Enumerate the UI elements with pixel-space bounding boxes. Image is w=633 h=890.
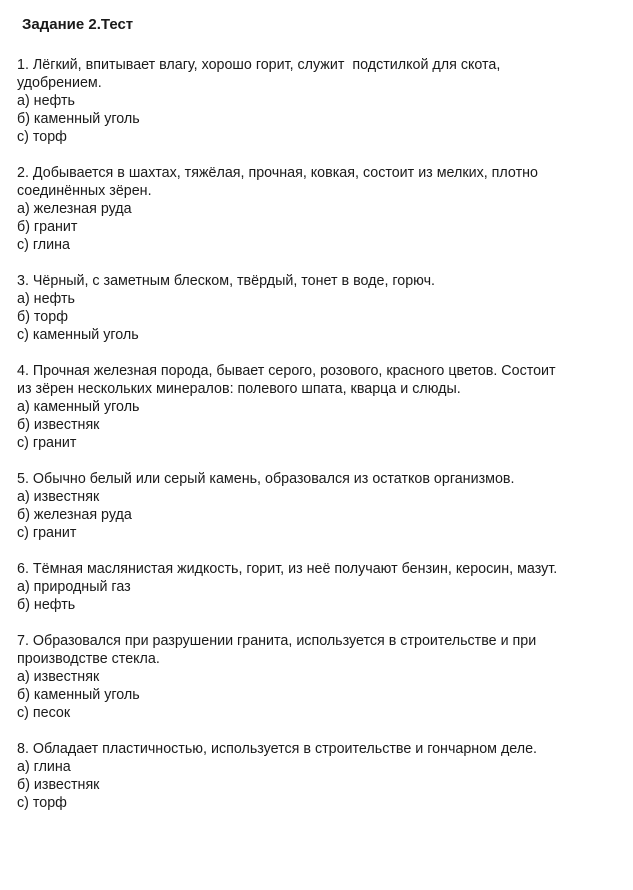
answer-option: б) известняк xyxy=(17,777,100,793)
question-block xyxy=(17,272,617,344)
question-text: 5. Обычно белый или серый камень, образовался из остатков организмов. xyxy=(17,471,515,487)
question-list xyxy=(17,56,617,830)
answer-option: б) железная руда xyxy=(17,507,132,523)
answer-option: б) гранит xyxy=(17,219,78,235)
answer-option: с) глина xyxy=(17,237,70,253)
answer-option: а) нефть xyxy=(17,291,75,307)
question-text: 7. Образовался при разрушении гранита, используется в строительстве и при производстве стекла. xyxy=(17,633,537,667)
question-block xyxy=(17,560,617,614)
question-text: 2. Добывается в шахтах, тяжёлая, прочная, ковкая, состоит из мелких, плотно соединённых зёрен. xyxy=(17,165,538,199)
question-text: 1. Лёгкий, впитывает влагу, хорошо горит, служит подстилкой для скота, удобрением. xyxy=(17,57,501,91)
answer-option: с) гранит xyxy=(17,435,77,451)
answer-option: а) железная руда xyxy=(17,201,132,217)
question-text: 3. Чёрный, с заметным блеском, твёрдый, тонет в воде, горюч. xyxy=(17,273,436,289)
answer-option: а) глина xyxy=(17,759,71,775)
question-block xyxy=(17,632,617,722)
question-text: 4. Прочная железная порода, бывает серого, розового, красного цветов. Состоит из зёрен нескольких минералов: полевого шпата, кварца и слюды. xyxy=(17,363,556,397)
answer-option: б) нефть xyxy=(17,597,76,613)
answer-option: с) торф xyxy=(17,129,67,145)
answer-option: а) известняк xyxy=(17,489,100,505)
question-block xyxy=(17,56,617,146)
answer-option: б) торф xyxy=(17,309,68,325)
answer-option: б) известняк xyxy=(17,417,100,433)
answer-option: с) торф xyxy=(17,795,67,811)
answer-option: б) каменный уголь xyxy=(17,687,140,703)
question-text: 8. Обладает пластичностью, используется в строительстве и гончарном деле. xyxy=(17,741,538,757)
question-text: 6. Тёмная маслянистая жидкость, горит, из неё получают бензин, керосин, мазут. xyxy=(17,561,558,577)
answer-option: а) каменный уголь xyxy=(17,399,140,415)
answer-option: а) нефть xyxy=(17,93,75,109)
question-block xyxy=(17,164,617,254)
answer-option: с) каменный уголь xyxy=(17,327,139,343)
question-block xyxy=(17,740,617,812)
answer-option: б) каменный уголь xyxy=(17,111,140,127)
page-title: Задание 2.Тест xyxy=(22,16,134,33)
answer-option: с) песок xyxy=(17,705,71,721)
question-block xyxy=(17,470,617,542)
answer-option: с) гранит xyxy=(17,525,77,541)
answer-option: а) известняк xyxy=(17,669,100,685)
question-block xyxy=(17,362,617,452)
answer-option: а) природный газ xyxy=(17,579,131,595)
